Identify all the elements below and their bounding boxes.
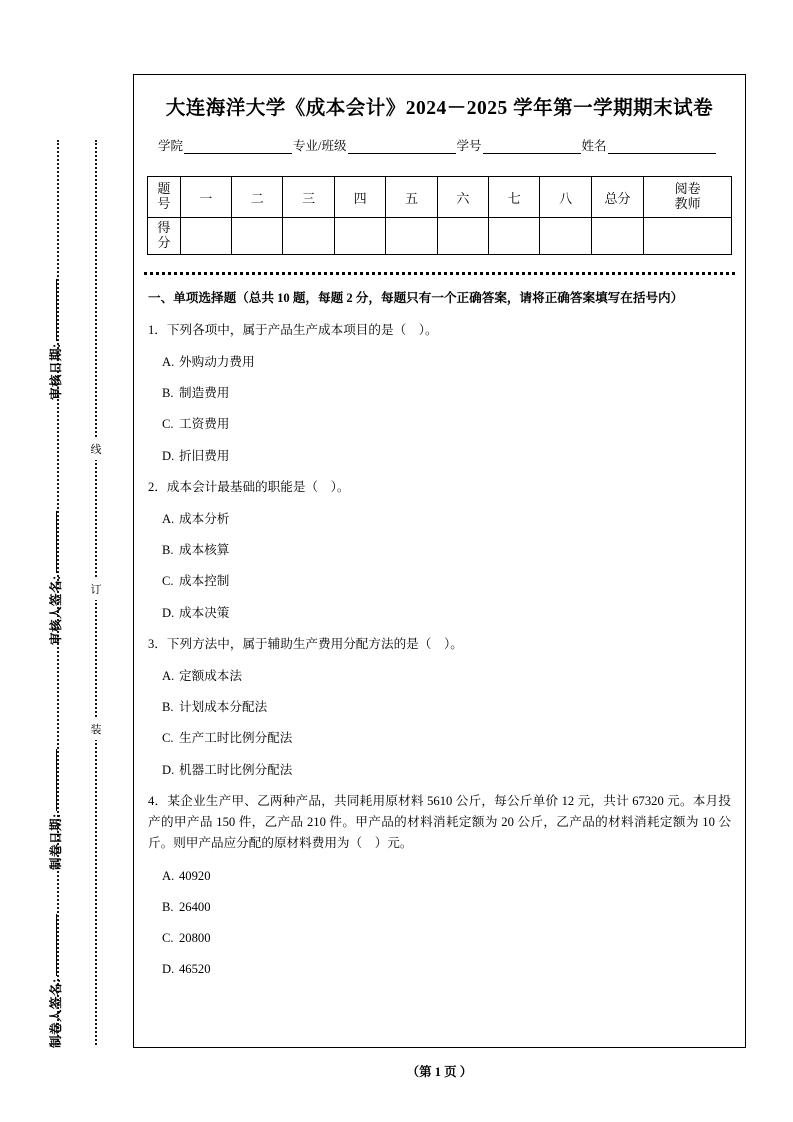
college-input-blank[interactable] (184, 140, 292, 154)
score-cell-3[interactable] (283, 218, 334, 255)
col-header-grading-teacher (644, 177, 732, 218)
option-text: 工资费用 (179, 417, 230, 432)
option-key: A. (162, 512, 175, 527)
option-text: 定额成本法 (179, 669, 242, 684)
exam-content (148, 288, 731, 979)
option-text: 制造费用 (179, 386, 230, 401)
page-title: 大连海洋大学《成本会计》2024－2025 学年第一学期期末试卷 (165, 98, 714, 119)
question-4-option-b[interactable] (162, 897, 731, 917)
option-key: D. (162, 605, 175, 620)
score-cell-2[interactable] (232, 218, 283, 255)
option-text: 外购动力费用 (179, 355, 255, 370)
dotted-separator (144, 272, 735, 275)
reviewer-signature-blank (56, 511, 57, 573)
question-1-option-d[interactable] (162, 446, 731, 466)
college-label: 学院 (158, 139, 184, 153)
question-stem-1: 1．下列各项中，属于产品生产成本项目的是（ ）。 (148, 322, 438, 337)
paper-maker-signature-text: 制卷人签名: (49, 978, 63, 1048)
question-2-option-c[interactable] (162, 571, 731, 591)
col-header-4: 四 (334, 177, 385, 218)
review-date-text: 审核日期: (49, 343, 63, 400)
score-cell-7[interactable] (489, 218, 540, 255)
review-date-blank (56, 279, 57, 341)
score-cell-total[interactable] (591, 218, 643, 255)
question-4-option-d[interactable] (162, 959, 731, 979)
option-key: A. (162, 669, 175, 684)
table-row-question-numbers (148, 177, 732, 218)
grading-teacher-label-line1: 阅卷 (674, 181, 701, 197)
score-cell-8[interactable] (540, 218, 591, 255)
exam-paper-body (133, 74, 746, 1048)
option-text: 40920 (179, 868, 211, 883)
paper-maker-signature-label (46, 808, 64, 1048)
rail-char-line: 线 (88, 438, 104, 460)
major-class-label: 专业/班级 (293, 139, 347, 153)
question-2-option-a[interactable] (162, 509, 731, 529)
question-2-option-b[interactable] (162, 540, 731, 560)
option-key: B. (162, 543, 174, 558)
option-key: C. (162, 417, 174, 432)
option-key: A. (162, 868, 175, 883)
option-key: B. (162, 900, 174, 915)
col-header-6: 六 (437, 177, 488, 218)
option-text: 20800 (179, 931, 211, 946)
option-text: 成本核算 (179, 543, 230, 558)
option-key: D. (162, 448, 175, 463)
student-id-input-blank[interactable] (483, 140, 581, 154)
option-text: 成本分析 (179, 512, 230, 527)
score-label-line1: 得 (157, 220, 171, 236)
question-1-option-b[interactable] (162, 383, 731, 403)
row-header-question-number (148, 177, 181, 218)
left-margin-annotations (0, 0, 130, 1122)
option-key: D. (162, 962, 175, 977)
table-row-scores (148, 218, 732, 255)
col-header-5: 五 (386, 177, 437, 218)
score-cell-4[interactable] (334, 218, 385, 255)
option-text: 生产工时比例分配法 (179, 731, 293, 746)
question-4-option-a[interactable] (162, 866, 731, 886)
question-3-option-c[interactable] (162, 728, 731, 748)
rail-char-bind: 订 (88, 578, 104, 600)
question-4-option-c[interactable] (162, 928, 731, 948)
row-header-score (148, 218, 181, 255)
question-stem-2: 2．成本会计最基础的职能是（ ）。 (148, 479, 350, 494)
option-text: 折旧费用 (179, 448, 230, 463)
score-cell-6[interactable] (437, 218, 488, 255)
student-id-label: 学号 (456, 139, 482, 153)
question-stem-3: 3．下列方法中，属于辅助生产费用分配方法的是（ ）。 (148, 636, 463, 651)
question-number-label-line1: 题 (157, 181, 171, 197)
paper-date-blank (56, 749, 57, 811)
option-text: 26400 (179, 900, 211, 915)
page-footer: （第 1 页 ） (406, 1065, 473, 1079)
option-key: D. (162, 762, 175, 777)
question-stem-4: 4．某企业生产甲、乙两种产品，共同耗用原材料 5610 公斤，每公斤单价 12 元，共计 67320 元。本月投产的甲产品 150 件，乙产品 210 件。甲产品的材料消耗定额为 20 公斤，乙产品的材料消耗定额为 10 公斤。则甲产品应分配的原材料费用为（ ）元。 (148, 793, 731, 851)
option-text: 机器工时比例分配法 (179, 762, 293, 777)
col-header-8: 八 (540, 177, 591, 218)
col-header-1: 一 (180, 177, 231, 218)
option-key: A. (162, 355, 175, 370)
score-label-line2: 分 (157, 235, 171, 250)
score-cell-grading-teacher[interactable] (644, 218, 732, 255)
rail-char-assemble: 装 (88, 718, 104, 740)
option-key: C. (162, 731, 174, 746)
paper-maker-signature-blank (56, 914, 57, 976)
score-summary-table (147, 176, 732, 255)
question-3-option-d[interactable] (162, 760, 731, 780)
score-cell-5[interactable] (386, 218, 437, 255)
option-key: B. (162, 700, 174, 715)
question-1-option-a[interactable] (162, 352, 731, 372)
question-2-option-d[interactable] (162, 603, 731, 623)
student-name-label: 姓名 (581, 139, 607, 153)
question-3-option-b[interactable] (162, 697, 731, 717)
col-header-total: 总分 (591, 177, 643, 218)
question-3-option-a[interactable] (162, 666, 731, 686)
reviewer-signature-text: 审核人签名: (49, 575, 63, 645)
option-key: C. (162, 931, 174, 946)
col-header-7: 七 (489, 177, 540, 218)
option-text: 成本决策 (179, 605, 230, 620)
question-1-option-c[interactable] (162, 414, 731, 434)
paper-date-text: 制卷日期: (49, 813, 63, 870)
question-number-label-line2: 号 (157, 196, 171, 211)
student-identity-row (158, 136, 731, 154)
option-text: 成本控制 (179, 574, 230, 589)
score-cell-1[interactable] (180, 218, 231, 255)
major-class-input-blank[interactable] (348, 140, 456, 154)
student-name-input-blank[interactable] (608, 140, 716, 154)
option-key: C. (162, 574, 174, 589)
col-header-2: 二 (232, 177, 283, 218)
col-header-3: 三 (283, 177, 334, 218)
section-heading-multiple-choice: 一、单项选择题（总共 10 题，每题 2 分，每题只有一个正确答案，请将正确答案填写在括号内） (148, 291, 684, 305)
reviewer-signature-label (46, 405, 64, 645)
option-key: B. (162, 386, 174, 401)
option-text: 计划成本分配法 (179, 700, 268, 715)
review-date-label (46, 160, 64, 400)
grading-teacher-label-line2: 教师 (674, 196, 701, 211)
option-text: 46520 (179, 962, 211, 977)
